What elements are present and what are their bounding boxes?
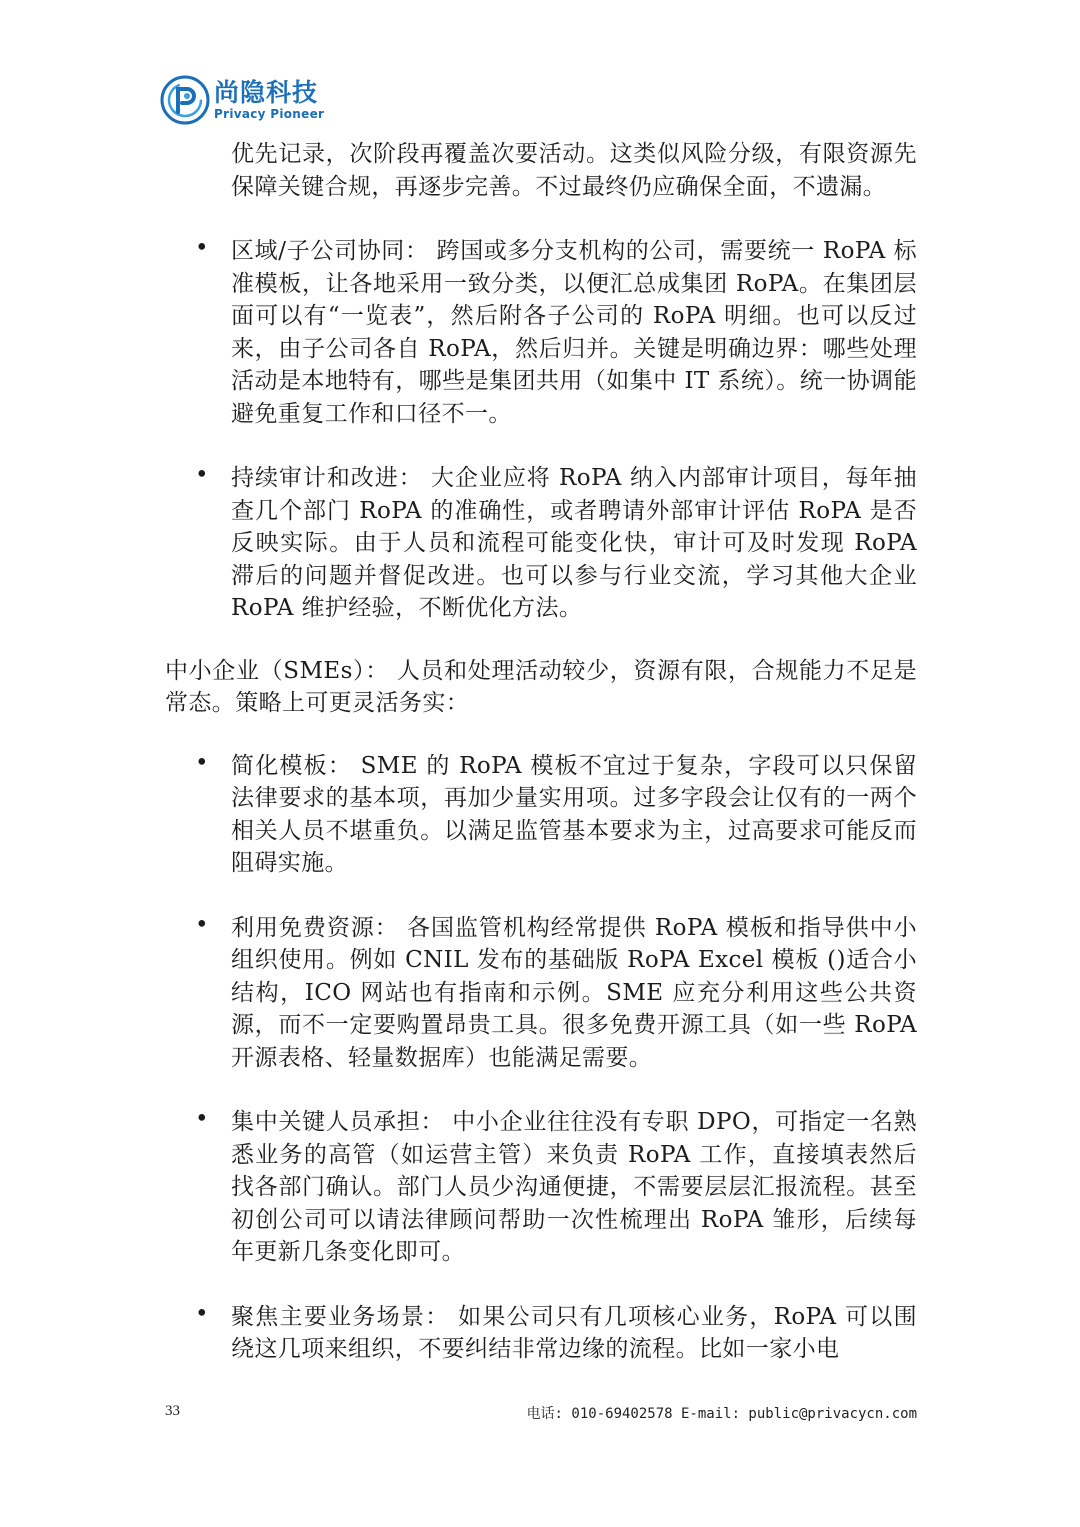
list-item-text: 集中关键人员承担： 中小企业往往没有专职 DPO，可指定一名熟悉业务的高管（如运营主管）来负责 RoPA 工作，直接填表然后找各部门确认。部门人员少沟通便捷，不需要层层汇报流程。甚至初创公司可以请法律顾问帮助一次性梳理出 RoPA 雏形，后续每年更新几条变化即可。 bbox=[231, 1109, 917, 1265]
list-item bbox=[165, 235, 917, 430]
list-item-text: 聚焦主要业务场景： 如果公司只有几项核心业务，RoPA 可以围绕这几项来组织，不要纠结非常边缘的流程。比如一家小电 bbox=[231, 1303, 917, 1362]
page-number: 33 bbox=[165, 1403, 180, 1419]
continued-paragraph: 优先记录，次阶段再覆盖次要活动。这类似风险分级，有限资源先保障关键合规，再逐步完善。不过最终仍应确保全面，不遗漏。 bbox=[231, 141, 917, 200]
bullet-dot: • bbox=[195, 462, 209, 488]
document-body bbox=[165, 138, 917, 1366]
privacy-pioneer-logo-icon bbox=[160, 75, 210, 125]
bullet-dot: • bbox=[195, 911, 209, 938]
header-logo bbox=[160, 72, 324, 128]
bullet-dot: • bbox=[195, 1106, 209, 1132]
list-item bbox=[165, 912, 917, 1075]
list-item bbox=[165, 1301, 917, 1366]
list-item-text: 利用免费资源： 各国监管机构经常提供 RoPA 模板和指导供中小组织使用。例如 CNIL 发布的基础版 RoPA Excel 模板 ()适合小结构，ICO 网站也有指南和示例。SME 应充分利用这些公共资源，而不一定要购置昂贵工具。很多免费开源工具（如一些 RoPA 开源表格、轻量数据库）也能满足需要。 bbox=[231, 914, 917, 1071]
logo-chinese-name: 尚隐科技 bbox=[214, 78, 319, 107]
bullet-dot: • bbox=[195, 1300, 209, 1327]
bullet-dot: • bbox=[195, 749, 209, 776]
list-item bbox=[165, 750, 917, 880]
list-item-text: 持续审计和改进： 大企业应将 RoPA 纳入内部审计项目，每年抽查几个部门 RoPA 的准确性，或者聘请外部审计评估 RoPA 是否反映实际。由于人员和流程可能变化快，审计可及时发现 RoPA 滞后的问题并督促改进。也可以参与行业交流，学习其他大企业 RoPA 维护经验，不断优化方法。 bbox=[231, 465, 917, 621]
bullet-dot: • bbox=[195, 235, 209, 261]
list-item-text: 区域/子公司协同： 跨国或多分支机构的公司，需要统一 RoPA 标准模板，让各地采用一致分类，以便汇总成集团 RoPA。在集团层面可以有“一览表”，然后附各子公司的 RoPA 明细。也可以反过来，由子公司各自 RoPA，然后归并。关键是明确边界：哪些处理活动是本地特有，哪些是集团共用（如集中 IT 系统）。统一协调能避免重复工作和口径不一。 bbox=[231, 238, 917, 427]
logo-english-name: Privacy Pioneer bbox=[214, 107, 325, 121]
list-item-text: 简化模板： SME 的 RoPA 模板不宜过于复杂，字段可以只保留法律要求的基本项，再加少量实用项。过多字段会让仅有的一两个相关人员不堪重负。以满足监管基本要求为主，过高要求可能反而阻碍实施。 bbox=[231, 752, 917, 876]
sme-intro-paragraph: 中小企业（SMEs）： 人员和处理活动较少，资源有限，合规能力不足是常态。策略上可更灵活务实： bbox=[165, 657, 917, 716]
list-item bbox=[165, 1106, 917, 1269]
page-footer bbox=[165, 1403, 917, 1427]
list-item bbox=[165, 462, 917, 625]
contact-info: 电话: 010-69402578 E-mail: public@privacycn.com bbox=[526, 1406, 917, 1422]
